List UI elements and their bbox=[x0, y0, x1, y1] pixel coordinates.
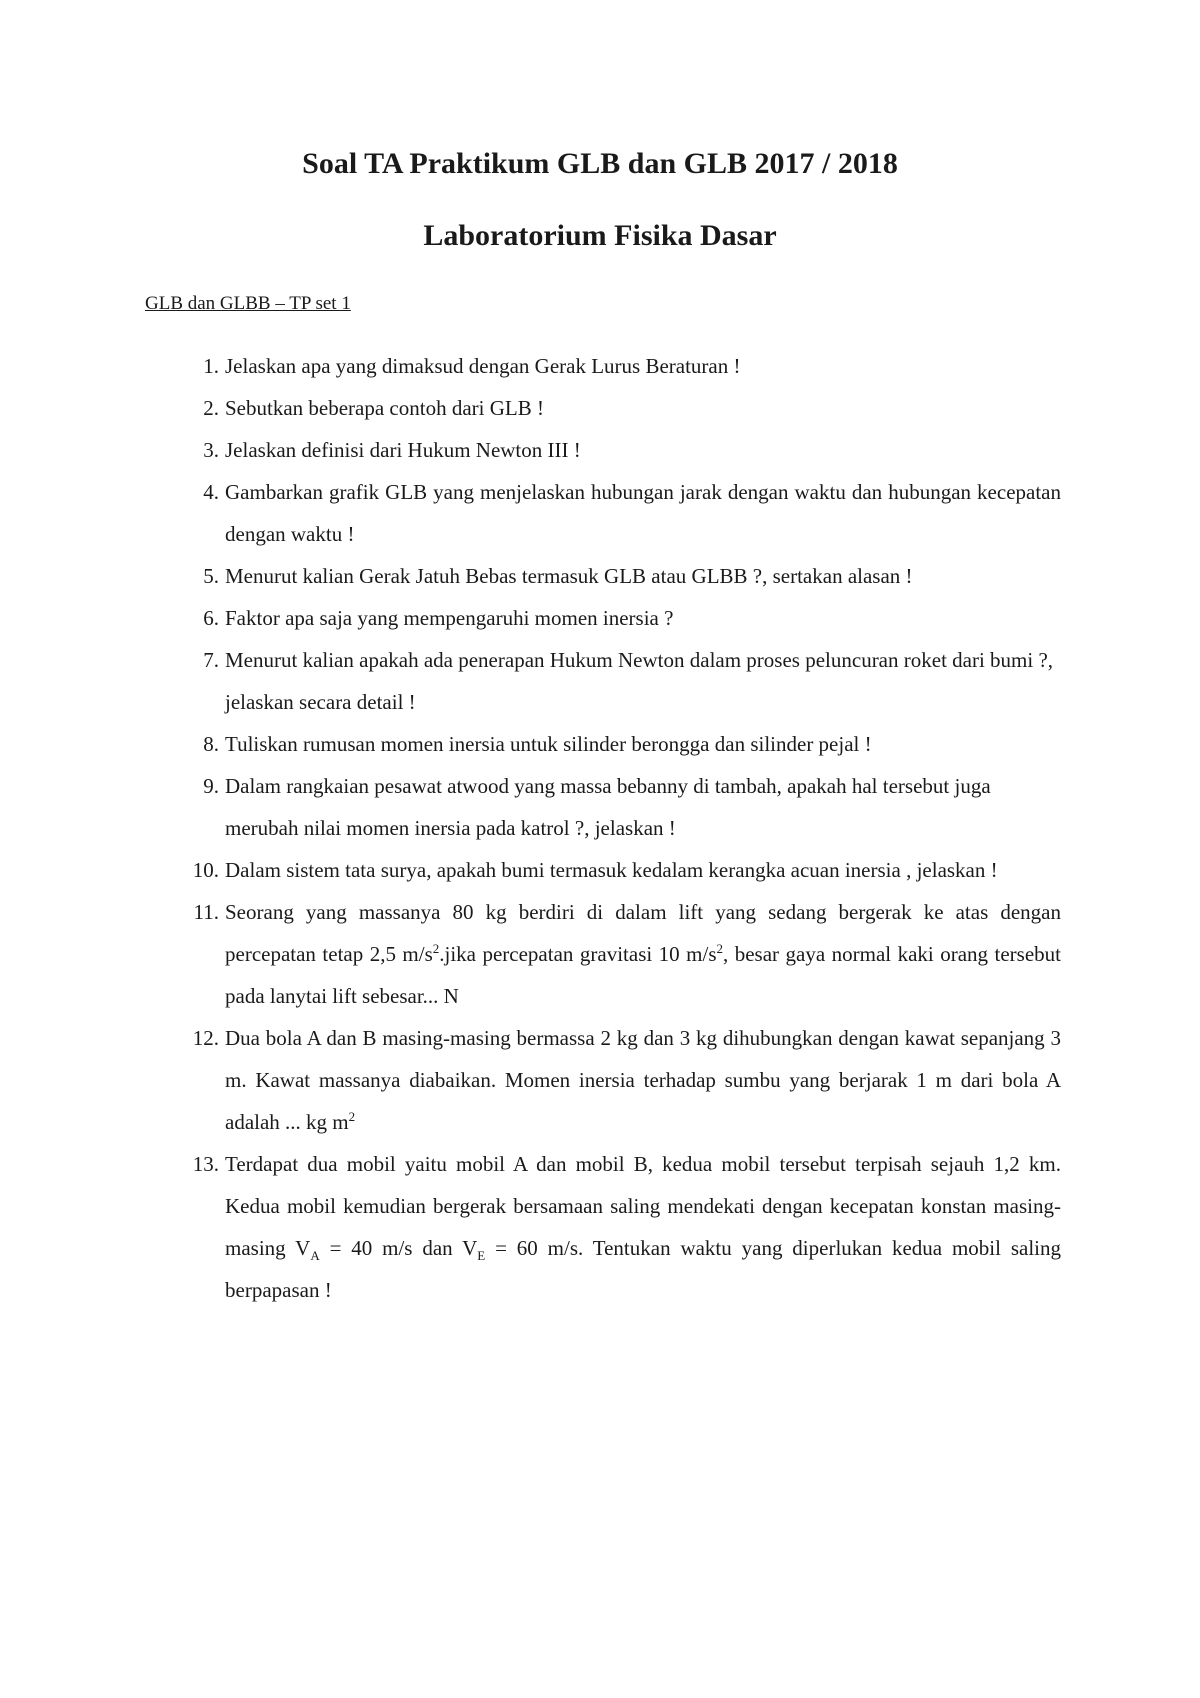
question-item bbox=[145, 471, 1061, 555]
question-text: Tuliskan rumusan momen inersia untuk silinder berongga dan silinder pejal ! bbox=[225, 732, 872, 756]
question-text: Sebutkan beberapa contoh dari GLB ! bbox=[225, 396, 544, 420]
question-number: 2. bbox=[203, 396, 219, 420]
question-item bbox=[145, 849, 1061, 891]
subscript: A bbox=[310, 1248, 320, 1264]
question-text-part: Dua bola A dan B masing-masing bermassa 2 kg dan 3 kg dihubungkan dengan kawat sepanjang 3 m. Kawat massanya diabaikan. Momen inersia terhadap sumbu yang berjarak 1 m dari bola A adalah ... kg m bbox=[225, 1026, 1061, 1134]
question-text-part: = 40 m/s dan V bbox=[319, 1236, 478, 1260]
question-item bbox=[145, 345, 1061, 387]
question-text-part: Terdapat dua mobil yaitu mobil A dan mobil B, kedua mobil tersebut terpisah sejauh 1,2 km. Kedua mobil kemudian bergerak bersamaan saling mendekati dengan kecepatan konstan masing-masing V bbox=[225, 1152, 1061, 1260]
question-number: 4. bbox=[203, 480, 219, 504]
question-item bbox=[145, 429, 1061, 471]
question-number: 13. bbox=[192, 1152, 219, 1176]
question-list bbox=[145, 345, 1061, 1311]
lab-name: Laboratorium Fisika Dasar bbox=[423, 219, 777, 252]
question-text: Gambarkan grafik GLB yang menjelaskan hubungan jarak dengan waktu dan hubungan kecepatan dengan waktu ! bbox=[225, 480, 1061, 546]
question-text: Dalam rangkaian pesawat atwood yang massa bebanny di tambah, apakah hal tersebut juga merubah nilai momen inersia pada katrol ?, jelaskan ! bbox=[225, 774, 991, 840]
question-number: 3. bbox=[203, 438, 219, 462]
question-number: 6. bbox=[203, 606, 219, 630]
question-text: Menurut kalian apakah ada penerapan Hukum Newton dalam proses peluncuran roket dari bumi ?, jelaskan secara detail ! bbox=[225, 648, 1054, 714]
question-text-part: , besar gaya normal kaki orang tersebut pada lanytai lift sebesar... N bbox=[225, 942, 1061, 1008]
question-item bbox=[145, 555, 1061, 597]
question-item bbox=[145, 639, 1061, 723]
question-number: 7. bbox=[203, 648, 219, 672]
question-number: 12. bbox=[192, 1026, 219, 1050]
subscript: E bbox=[477, 1248, 486, 1264]
question-text: Jelaskan definisi dari Hukum Newton III ! bbox=[225, 438, 581, 462]
superscript: 2 bbox=[348, 1109, 356, 1124]
question-text: Menurut kalian Gerak Jatuh Bebas termasuk GLB atau GLBB ?, sertakan alasan ! bbox=[225, 564, 913, 588]
question-text bbox=[219, 1143, 1061, 1311]
question-item bbox=[145, 387, 1061, 429]
document-title: Soal TA Praktikum GLB dan GLB 2017 / 2018 bbox=[302, 147, 898, 180]
question-number: 11. bbox=[193, 900, 219, 924]
question-number: 9. bbox=[203, 774, 219, 798]
superscript: 2 bbox=[432, 941, 440, 956]
question-text bbox=[219, 1017, 1061, 1143]
question-item bbox=[145, 891, 1061, 1017]
question-text-part: .jika percepatan gravitasi 10 m/s bbox=[439, 942, 717, 966]
question-number: 10. bbox=[192, 858, 219, 882]
question-number: 8. bbox=[203, 732, 219, 756]
section-heading: GLB dan GLBB – TP set 1 bbox=[145, 293, 351, 314]
question-text: Dalam sistem tata surya, apakah bumi termasuk kedalam kerangka acuan inersia , jelaskan ! bbox=[225, 858, 998, 882]
question-text: Jelaskan apa yang dimaksud dengan Gerak Lurus Beraturan ! bbox=[225, 354, 741, 378]
question-item bbox=[145, 1017, 1061, 1143]
question-item bbox=[145, 1143, 1061, 1311]
question-item bbox=[145, 765, 1061, 849]
question-number: 5. bbox=[203, 564, 219, 588]
superscript: 2 bbox=[716, 941, 723, 956]
question-number: 1. bbox=[203, 354, 219, 378]
question-text-part: Seorang yang massanya 80 kg berdiri di dalam lift yang sedang bergerak ke atas dengan percepatan tetap 2,5 m/s bbox=[225, 900, 1061, 966]
question-text: Faktor apa saja yang mempengaruhi momen inersia ? bbox=[225, 606, 674, 630]
question-item bbox=[145, 597, 1061, 639]
question-text-part: = 60 m/s. Tentukan waktu yang diperlukan kedua mobil saling berpapasan ! bbox=[225, 1236, 1061, 1302]
question-item bbox=[145, 723, 1061, 765]
question-text bbox=[219, 891, 1061, 1017]
